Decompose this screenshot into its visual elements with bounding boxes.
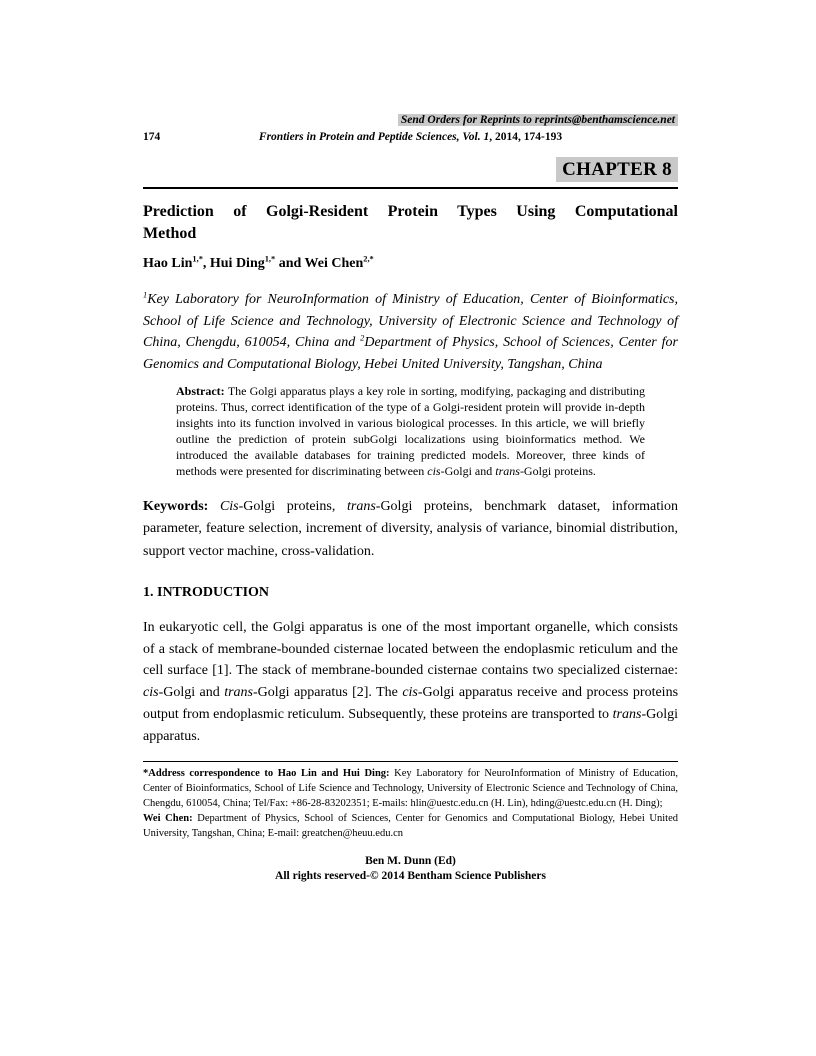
journal-header-row [143, 130, 678, 144]
abstract-block: Abstract: The Golgi apparatus plays a key role in sorting, modifying, packaging and distributing proteins. Thus, correct identification of the type of a Golgi-resident protein will provide in-depth insights into its function involved in various biological processes. In this article, we will briefly outline the prediction of protein subGolgi localizations using bioinformatics method. We introduced the available databases for training predicted models. Moreover, three kinds of methods were presented for discriminating between cis-Golgi and trans-Golgi proteins. [176, 383, 645, 478]
keywords-block: Keywords: Cis-Golgi proteins, trans-Golgi proteins, benchmark dataset, information parameter, feature selection, increment of diversity, analysis of variance, binomial distribution, support vector machine, cross-validation. [143, 498, 678, 559]
page-content [143, 113, 678, 884]
copyright-line: All rights reserved-© 2014 Bentham Science Publishers [275, 870, 546, 883]
introduction-paragraph: In eukaryotic cell, the Golgi apparatus is one of the most important organelle, which consists of a stack of membrane-bounded cisternae located between the endoplasmic reticulum and the cell surface [1]. The stack of membrane-bounded cisternae contains two specialized cisternae: cis-Golgi and trans-Golgi apparatus [2]. The cis-Golgi apparatus receive and process proteins output from endoplasmic reticulum. Subsequently, these proteins are transported to trans-Golgi apparatus. [143, 620, 679, 744]
chapter-row [143, 157, 678, 182]
authors-line: Hao Lin$^{1,*}$, Hui Ding$^{1,*}$ and Wei Chen$^{2,*}$ [143, 254, 374, 271]
chapter-label: CHAPTER 8 [556, 157, 678, 182]
article-title-line-2: Method [143, 225, 197, 242]
journal-citation: Frontiers in Protein and Peptide Sciences, Vol. 1, 2014, 174-193 [258, 131, 563, 143]
footnote-paragraph-correspondence: *Address correspondence to Hao Lin and Hui Ding: Key Laboratory for NeuroInformation of Ministry of Education, Center of Bioinformatics, School of Life Science and Technology, University of Electronic Science and Technology of China, Chengdu, 610054, China; Tel/Fax: +86-28-83202351; E-mails: hlin@uestc.edu.cn (H. Lin), hding@uestc.edu.cn (H. Ding); [143, 768, 678, 810]
reprint-notice: Send Orders for Reprints to reprints@benthamscience.net [398, 114, 678, 126]
section-heading-introduction: 1. INTRODUCTION [143, 585, 270, 601]
footnote-paragraph-wei-chen: Wei Chen: Department of Physics, School of Sciences, Center for Genomics and Computational Biology, Hebei United University, Tangshan, China; E-mail: greatchen@heuu.edu.cn [143, 813, 678, 840]
publisher-footer [143, 854, 678, 884]
header-divider [143, 187, 678, 189]
editor-line: Ben M. Dunn (Ed) [365, 855, 456, 868]
article-title [143, 201, 678, 245]
affiliation-block: $^1$Key Laboratory for NeuroInformation of Ministry of Education, Center of Bioinformatics, School of Life Science and Technology, University of Electronic Science and Technology of China, Chengdu, 610054, China and $^2$Department of Physics, School of Sciences, Center for Genomics and Computational Biology, Hebei United University, Tangshan, China [143, 290, 678, 373]
correspondence-footnote [143, 761, 678, 841]
article-title-line-1: Prediction of Golgi-Resident Protein Types Using Computational [143, 203, 678, 220]
page-number: 174 [143, 131, 161, 143]
reprint-notice-row [143, 113, 678, 127]
